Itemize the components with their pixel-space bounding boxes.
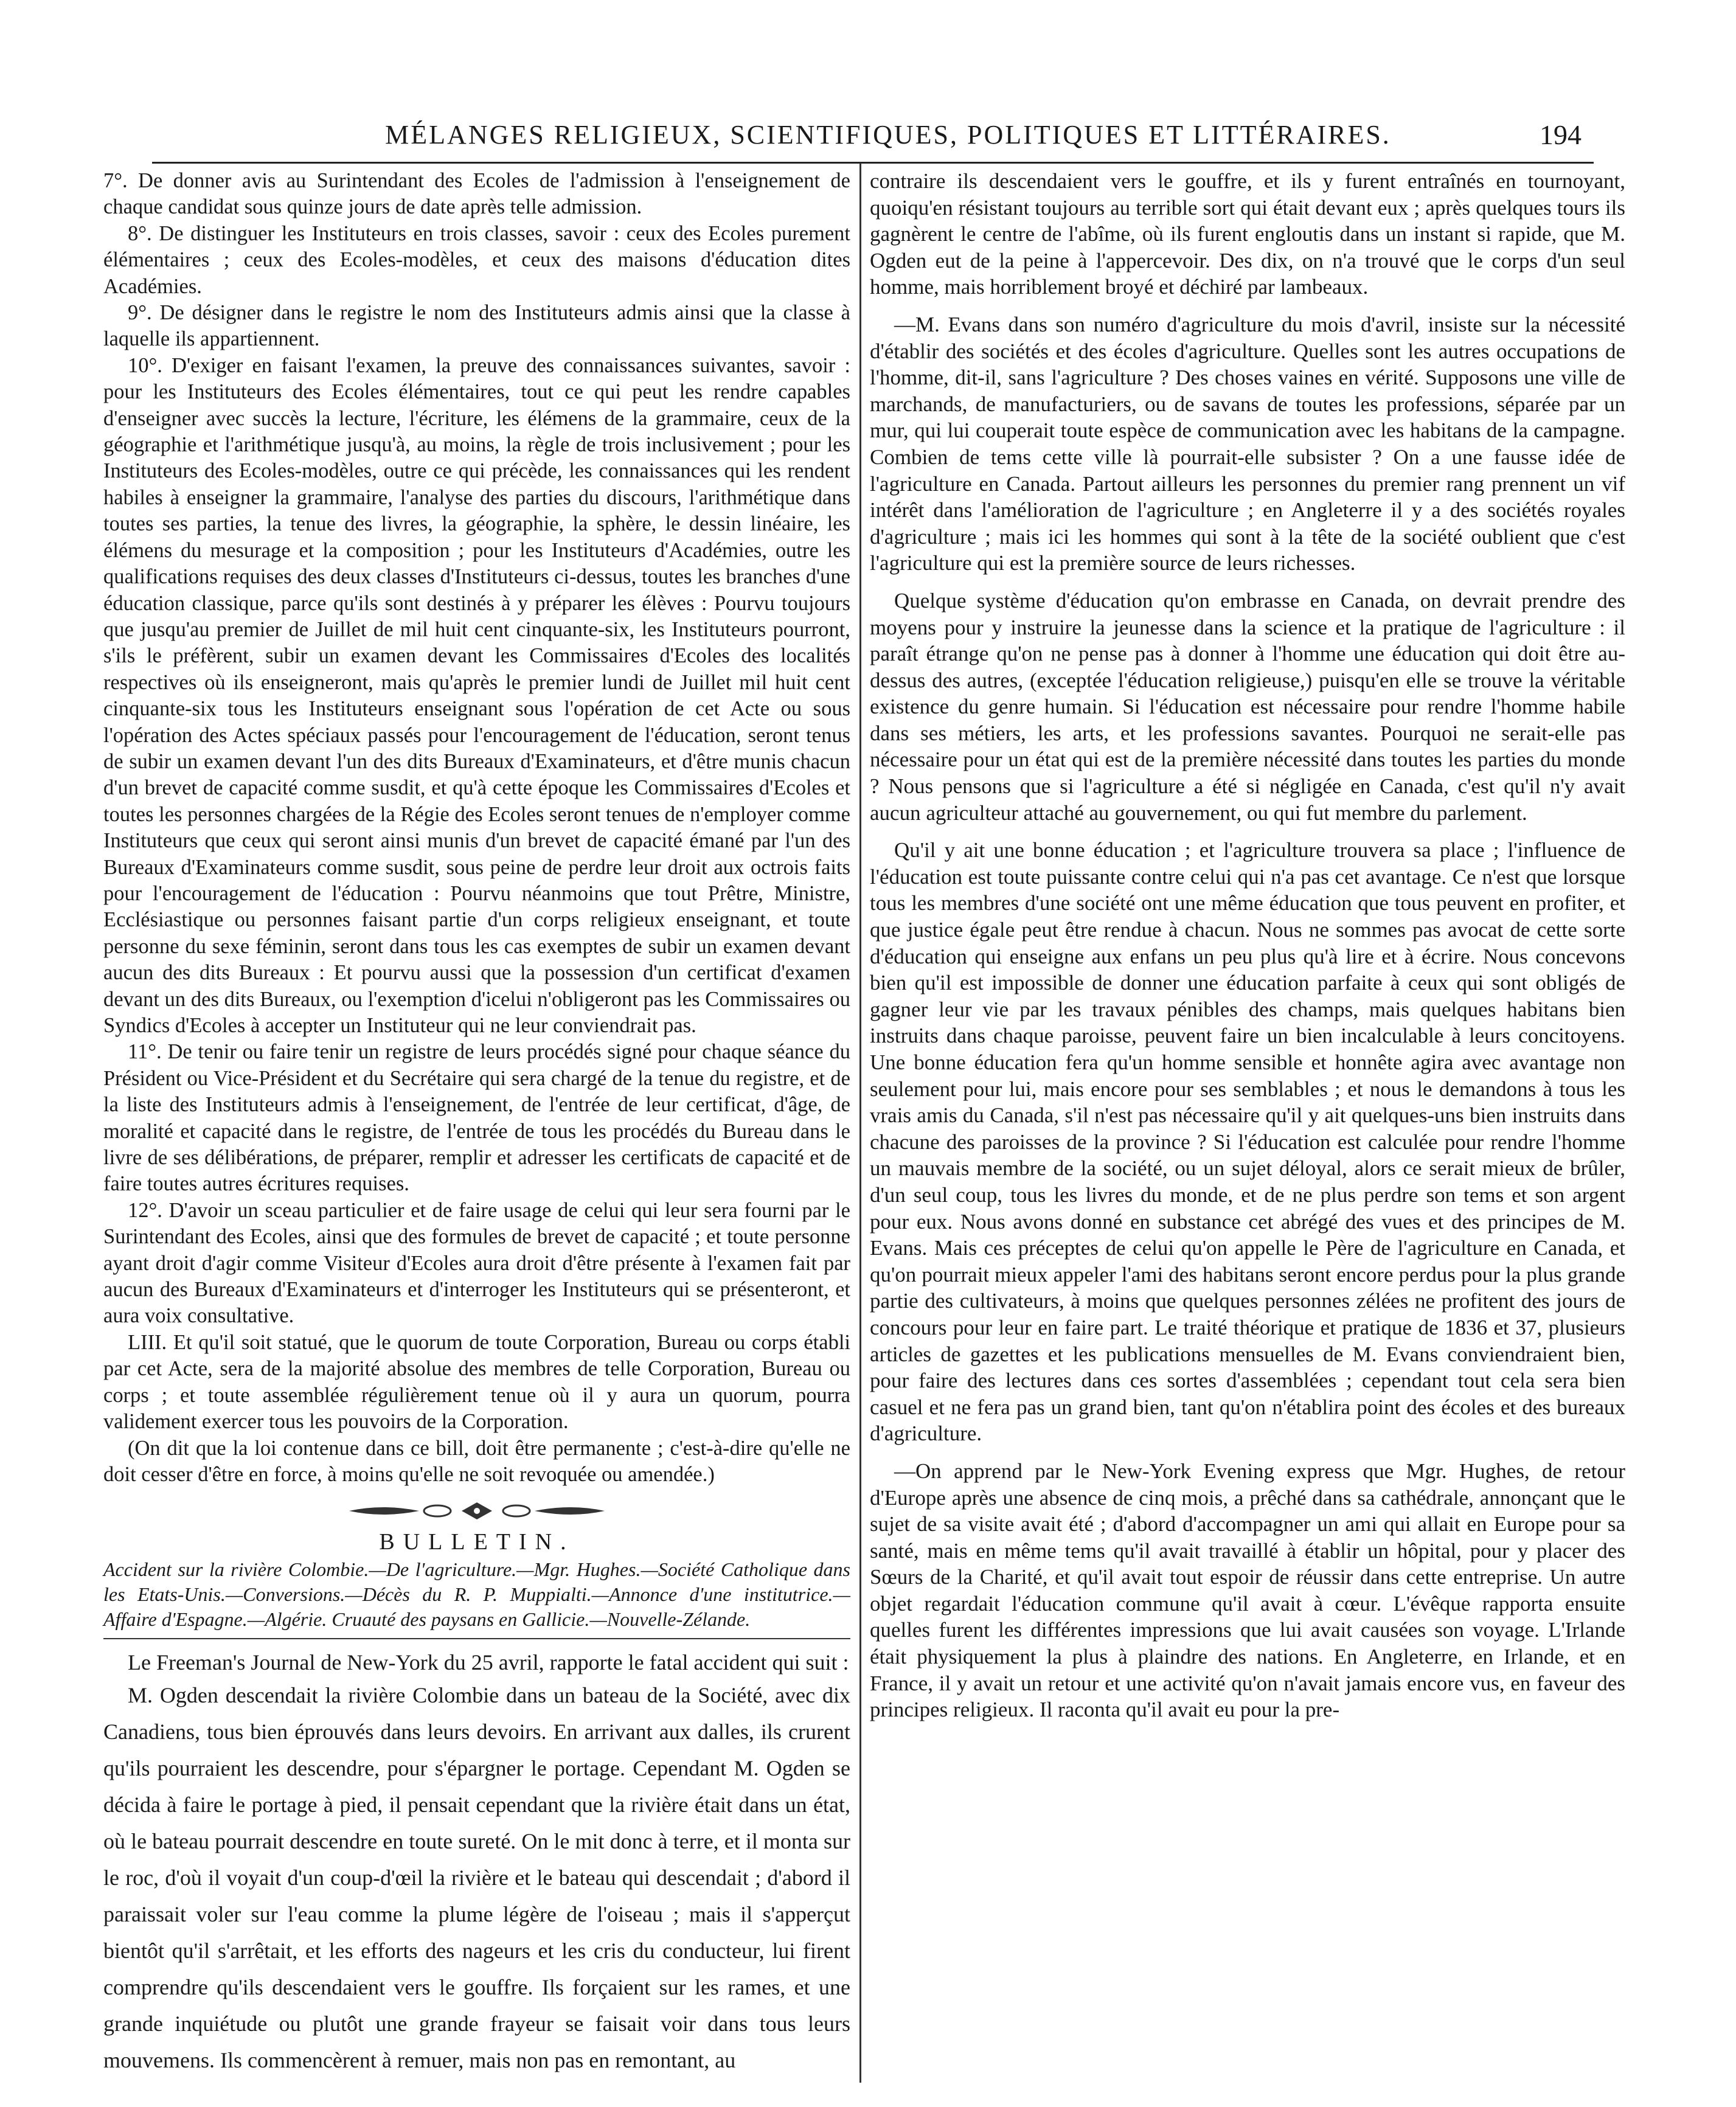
hughes-article: —On apprend par le New-York Evening express que Mgr. Hughes, de retour d'Europe après une absence de cinq mois, a prêché dans sa cathédrale, annonçant que le sujet de sa visite avait été ; d'abord d'accompagner un ami qui allait en Europe pour sa santé, mais en même tems qu'il avait travaillé à établir un hôpital, pour y placer des Sœurs de la Charité, et qu'il avait tout espoir de réussir dans cette entreprise. Un autre objet regardait l'éducation commune qu'il avait à cœur. L'évêque rapporta ensuite quelles furent les différentes impressions que lui avait causées son voyage. L'Irlande était physiquement la plus à plaindre des nations. En Angleterre, en Irlande, et en France, il y avait un retour et une activité qu'on n'avait jamais encore vus, en faveur des principes religieux. Il raconta qu'il avait eu pour la pre- [870,1459,1625,1722]
article-paragraph: 12°. D'avoir un sceau particulier et de faire usage de celui qui leur sera fourni par le Surintendant des Ecoles, ainsi que des formules de brevet de capacité ; et toute personne ayant droit d'agir comme Visiteur d'Ecoles aura droit d'être présente à l'examen fait par aucun des Bureaux d'Examinateurs et d'interroger les Instituteurs qui se présenteront, et aura voix consultative. [103,1198,850,1328]
education-article-continued: Qu'il y ait une bonne éducation ; et l'agriculture trouvera sa place ; l'influence de l'éducation est toute puissante contre celui qui n'a pas cet avantage. Ce n'est que lorsque tous les membres d'une société ont une même éducation que tous peuvent en profiter, et que justice égale peut être rendue à chacun. Nous ne sommes pas avocat de cette sorte d'éducation qui enseigne aux enfans un peu plus qu'à lire et à écrire. Nous concevons bien qu'il est impossible de donner une éducation parfaite à ceux qui sont obligés de gagner leur vie par les travaux pénibles des champs, mais quelques habitans bien instruits dans chaque paroisse, peuvent faire un bien incalculable à leurs concitoyens. Une bonne éducation fera qu'un homme sensible et honnête agira avec avantage non seulement pour lui, mais encore pour ses semblables ; et nous le demandons à tous les vrais amis du Canada, s'il n'est pas nécessaire qu'il y ait quelques-uns bien instruits dans chacune des paroisses de la province ? Si l'éducation est calculée pour rendre l'homme un mauvais membre de la société, ou un sujet déloyal, alors ce serait mieux de brûler, d'un seul coup, tous les livres du monde, et de ne plus perdre son tems et son argent pour eux. Nous avons donné en substance cet abrégé des vues et des principes de M. Evans. Mais ces préceptes de celui qu'on appelle le Père de l'agriculture en Canada, et qu'on pourrait mieux appeler l'ami des habitans seront encore perdus pour la plus grande partie des cultivateurs, à moins que quelques personnes zélées ne profitent des jours de concours pour leur en faire part. Le traité théorique et pratique de 1836 et 37, plusieurs articles de gazettes et les publications mensuelles de M. Evans conviendraient bien, pour faire des lectures dans ces sortes d'assemblées ; cependant tout cela sera bien casuel et ne fera pas un grand bien, tant qu'on n'établira point des écoles et des bureaux d'agriculture. [870,838,1625,1446]
bulletin-summary: Accident sur la rivière Colombie.—De l'agriculture.—Mgr. Hughes.—Société Catholique dans les Etats-Unis.—Conversions.—Décès du R. P. Muppialti.—Annonce d'une institutrice.—Affaire d'Espagne.—Algérie. Cruauté des paysans en Gallicie.—Nouvelle-Zélande. [103,1557,850,1639]
story-lead: Le Freeman's Journal de New-York du 25 avril, rapporte le fatal accident qui suit : [128,1650,849,1675]
column-divider [859,163,861,2083]
article-paragraph: 7°. De donner avis au Surintendant des Ecoles de l'admission à l'enseignement de chaque candidat sous quinze jours de date après telle admission. [103,169,850,219]
agriculture-article: —M. Evans dans son numéro d'agriculture du mois d'avril, insiste sur la nécessité d'établir des sociétés et des écoles d'agriculture. Quelles sont les autres occupations de l'homme, dit-il, sans l'agriculture ? Des choses vaines en vérité. Supposons une ville de marchands, de manufacturiers, ou de savans de toutes les professions, séparée par un mur, qui lui couperait toute espèce de communication avec les habitans de la campagne. Combien de tems cette ville là pourrait-elle subsister ? On a une fausse idée de l'agriculture en Canada. Partout ailleurs les personnes du premier rang prennent un vif intérêt dans l'amélioration de l'agriculture ; en Angleterre il y a des sociétés royales d'agriculture ; mais ici les hommes qui sont à la tête de la société oublient que c'est l'agriculture qui est la première source de leurs richesses. [870,312,1625,575]
accident-story: M. Ogden descendait la rivière Colombie dans un bateau de la Société, avec dix Canadiens, tous bien éprouvés dans leurs devoirs. En arrivant aux dalles, ils crurent qu'ils pourraient les descendre, pour s'épargner le portage. Cependant M. Ogden se décida à faire le portage à pied, il pensait cependant que la rivière était dans un état, où le bateau pourrait descendre en toute sureté. On le mit donc à terre, et il monta sur le roc, d'où il voyait d'un coup-d'œil la rivière et le bateau qui descendait ; d'abord il paraissait voler sur l'eau comme la plume légère de l'oiseau ; mais il s'apperçut bientôt qu'il s'arrêtait, et les efforts des nageurs et les cris du conducteur, lui firent comprendre qu'ils descendaient vers le gouffre. Ils forçaient sur les rames, et une grande inquiétude ou plutôt une grande frayeur se faisait voir dans tous leurs mouvemens. Ils commencèrent à remuer, mais non pas en remontant, au [103,1683,850,2073]
article-paragraph: 11°. De tenir ou faire tenir un registre de leurs procédés signé pour chaque séance du Président ou Vice-Président et du Secrétaire qui sera chargé de la tenue du registre, et de la liste des Instituteurs admis à l'enseignement, de l'entrée de leur certificat, d'âge, de moralité et capacité dans le registre, de l'entrée de tous les procédés du Bureau dans le livre de ses délibérations, de préparer, remplir et adresser les certificats de capacité et de faire toutes autres écritures requises. [103,1040,850,1196]
article-paragraph: LIII. Et qu'il soit statué, que le quorum de toute Corporation, Bureau ou corps établi par cet Acte, sera de la majorité absolue des membres de telle Corporation, Bureau ou corps ; et toute assemblée régulièrement tenue où il y aura un quorum, pourra validement exercer tous les pouvoirs de la Corporation. [103,1330,850,1434]
header-rule [152,162,1594,164]
running-title: MÉLANGES RELIGIEUX, SCIENTIFIQUES, POLITIQUES ET LITTÉRAIRES. [385,120,1391,150]
running-head [152,111,1581,159]
article-paragraph: 9°. De désigner dans le registre le nom des Instituteurs admis ainsi que la classe à laquelle ils appartiennent. [103,301,850,351]
bulletin-title: BULLETIN. [379,1529,575,1555]
ornament-divider [346,1499,608,1523]
article-paragraph: 10°. D'exiger en faisant l'examen, la preuve des connaissances suivantes, savoir : pour les Instituteurs des Ecoles élémentaires, tout ce qui peut les rendre capables d'enseigner avec succès la lecture, l'écriture, les élémens de la grammaire, ceux de la géographie et l'arithmétique jusqu'à, au moins, la règle de trois inclusivement ; pour les Instituteurs des Ecoles-modèles, outre ce qui précède, les connaissances qui les rendent habiles à enseigner la grammaire, l'analyse des parties du discours, l'arithmétique dans toutes ses parties, la tenue des livres, la géographie, la sphère, le dessin linéaire, les élémens du mesurage et la composition ; pour les Instituteurs d'Académies, outre les qualifications requises des deux classes d'Instituteurs ci-dessus, toutes les branches d'une éducation classique, parce qu'ils sont destinés à y préparer les élèves : Pourvu toujours que jusqu'au premier de Juillet de mil huit cent cinquante-six, les Instituteurs pourront, s'ils le préfèrent, subir un examen devant les Commissaires d'Ecoles des localités respectives où ils enseigneront, mais qu'après le premier lundi de Juillet mil huit cent cinquante-six tous les Instituteurs enseignant sous l'opération de cet Acte ou sous l'opération des Actes spéciaux passés pour l'encouragement de l'éducation, seront tenus de subir un examen devant l'un des dits Bureaux d'Examinateurs, et d'être munis chacun d'un brevet de capacité comme susdit, et qu'à cette époque les Commissaires d'Ecoles et toutes les personnes chargées de la Régie des Ecoles seront tenues de n'employer comme Instituteurs que ceux qui seront ainsi munis d'un brevet de capacité émané par l'un des Bureaux d'Examinateurs comme susdit, sous peine de perdre leur droit aux octrois faits pour l'encouragement de l'éducation : Pourvu néanmoins que tout Prêtre, Ministre, Ecclésiastique ou personnes faisant partie d'un corps religieux enseignant, et toute personne du sexe féminin, seront dans tous les cas exemptes de subir un examen devant aucun des dits Bureaux : Et pourvu aussi que la possession d'un certificat d'examen devant un des dits Bureaux, ou l'exemption d'icelui n'obligeront pas les Commissaires ou Syndics d'Ecoles à accepter un Instituteur qui ne leur conviendrait pas. [103,353,850,1037]
article-paragraph: 8°. De distinguer les Instituteurs en trois classes, savoir : ceux des Ecoles purement élémentaires ; ceux des Ecoles-modèles, et ceux des maisons d'éducation dites Académies. [103,221,850,298]
article-paragraph: (On dit que la loi contenue dans ce bill, doit être permanente ; c'est-à-dire qu'elle ne doit cesser d'être en force, à moins qu'elle ne soit revoquée ou amendée.) [103,1436,850,1486]
left-column [103,168,850,2078]
page-number: 194 [1540,119,1581,150]
education-article: Quelque système d'éducation qu'on embrasse en Canada, on devrait prendre des moyens pour y instruire la jeunesse dans la science et la pratique de l'agriculture : il paraît étrange qu'on ne pense pas à donner à l'homme une éducation qui doit être au-dessus des autres, (exceptée l'éducation religieuse,) puisqu'en elle se trouve la véritable existence du genre humain. Si l'éducation est nécessaire pour rendre l'homme habile dans ses métiers, les arts, et les professions savantes. Pourquoi ne serait-elle pas nécessaire pour un état qui est de la première nécessité dans toutes les parties du monde ? Nous pensons que si l'agriculture a été si négligée en Canada, c'est qu'il n'y avait aucun agriculteur attaché au gouvernement, ou qui fut membre du parlement. [870,588,1625,825]
right-column [870,168,1625,1734]
article-paragraph: contraire ils descendaient vers le gouffre, et ils y furent entraînés en tournoyant, quoiqu'en résistant toujours au terrible sort qui était devant eux ; après quelques tours ils gagnèrent le centre de l'abîme, où ils furent engloutis dans un instant si rapide, que M. Ogden eut de la peine à l'appercevoir. Des dix, on n'a trouvé que le corps d'un seul homme, mais horriblement broyé et déchiré par lambeaux. [870,169,1625,299]
